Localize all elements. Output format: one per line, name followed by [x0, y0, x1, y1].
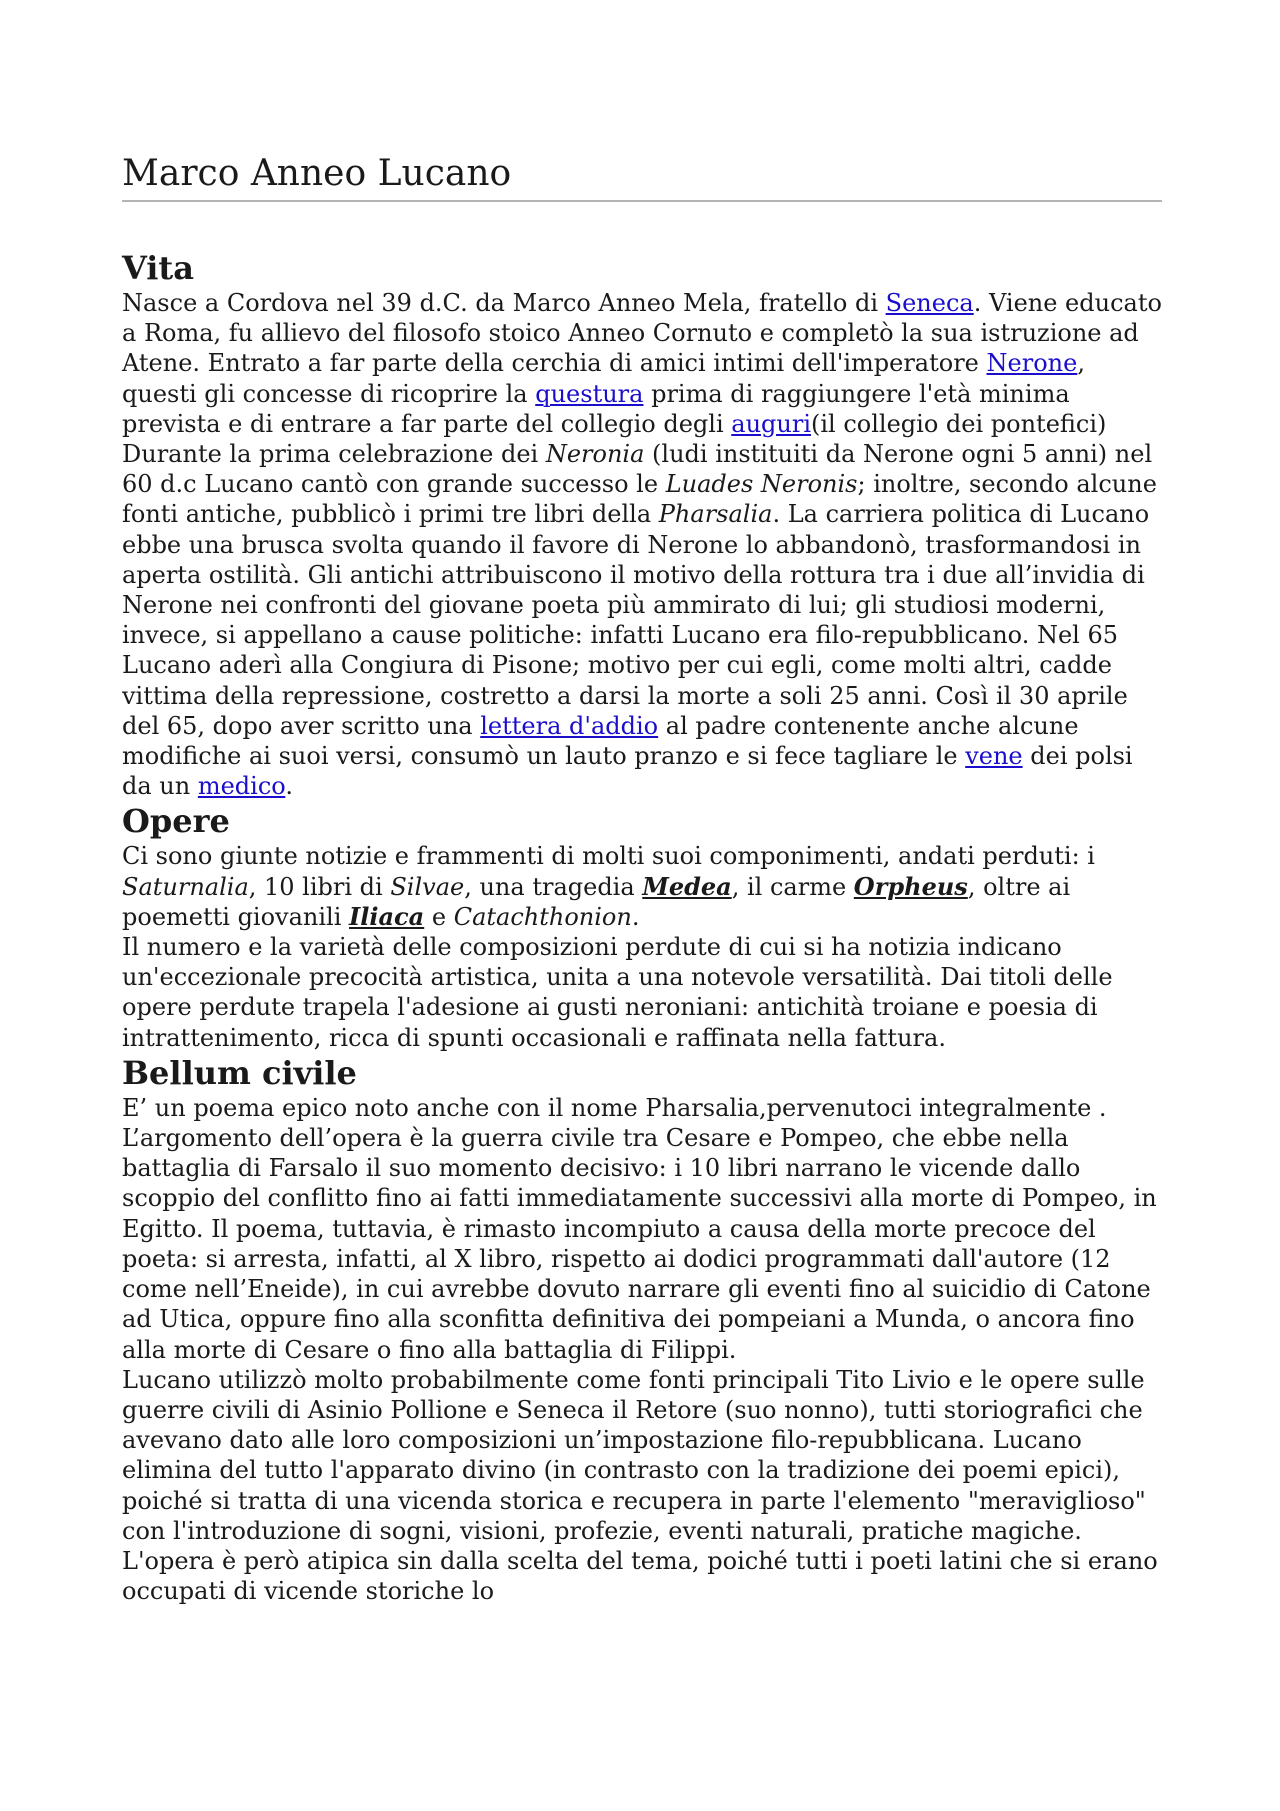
text-run: prima di raggiungere l'età minima prevista e di entrare a far parte del collegio degli: [122, 379, 1070, 438]
text-run: , 10 libri di: [248, 872, 391, 901]
text-run: . Viene educato a Roma, fu allievo del filosofo stoico Anneo Cornuto e completò la sua istruzione ad Atene. Entrato a far parte della cerchia di amici intimi dell'imperatore: [122, 289, 1162, 378]
link-lettera-addio[interactable]: lettera d'addio: [480, 711, 659, 740]
title-orpheus: Orpheus: [853, 871, 968, 901]
text-run: Il numero e la varietà delle composizioni perdute di cui si ha notizia indicano un'eccezionale precocità artistica, unita a una notevole versatilità. Dai titoli delle opere perdute trapela l'adesione ai gusti neroniani: antichità troiane e poesia di intrattenimento, ricca di spunti occasionali e raffinata nella fattura.: [122, 933, 1113, 1052]
text-run: dei polsi da un: [122, 742, 1133, 801]
text-run: . La carriera politica di Lucano ebbe una brusca svolta quando il favore di Nerone lo abbandonò, trasformandosi in aperta ostilità. Gli antichi attribuiscono il motivo della rottura tra i due all’invidia di Nerone nei confronti del giovane poeta più ammirato di lui; gli studiosi moderni, invece, si appellano a cause politiche: infatti Lucano era filo-repubblicano. Nel 65 Lucano aderì alla Congiura di Pisone; motivo per cui egli, come molti altri, cadde vittima della repressione, costretto a darsi la morte a soli 25 anni. Così il 30 aprile del 65, dopo aver scritto una: [122, 500, 1150, 740]
section-heading-vita: Vita: [122, 249, 194, 287]
page-title: Marco Anneo Lucano: [122, 150, 1162, 202]
text-run: al padre contenente anche alcune modifiche ai suoi versi, consumò un lauto pranzo e si fece tagliare le: [122, 711, 1079, 771]
vita-paragraph: [122, 288, 1162, 801]
link-questura[interactable]: questura: [535, 379, 644, 408]
text-run: , oltre ai poemetti giovanili: [122, 872, 1071, 931]
document-page: [122, 150, 1162, 1606]
text-run: ; inoltre, secondo alcune fonti antiche, pubblicò i primi tre libri della: [122, 470, 1157, 529]
text-run: , il carme: [731, 872, 854, 901]
link-auguri[interactable]: auguri: [731, 409, 811, 438]
text-run: e: [424, 902, 454, 931]
text-run: (il collegio dei pontefici) Durante la prima celebrazione dei: [122, 409, 1107, 469]
bellum-paragraph-2: Lucano utilizzò molto probabilmente come fonti principali Tito Livio e le opere sulle guerre civili di Asinio Pollione e Seneca il Retore (suo nonno), tutti storiografici che avevano dato alle loro composizioni un’impostazione filo-repubblicana. Lucano elimina del tutto l'apparato divino (in contrasto con la tradizione dei poemi epici), poiché si tratta di una vicenda storica e recupera in parte l'elemento "meraviglioso" con l'introduzione di sogni, visioni, profezie, eventi naturali, pratiche magiche. L'opera è però atipica sin dalla scelta del tema, poiché tutti i poeti latini che si erano occupati di vicende storiche lo: [122, 1365, 1158, 1606]
title-medea: Medea: [642, 871, 732, 901]
text-run: Nasce a Cordova nel 39 d.C. da Marco Anneo Mela, fratello di: [122, 289, 886, 317]
text-run: Ci sono giunte notizie e frammenti di molti suoi componimenti, andati perduti: i: [122, 842, 1095, 871]
text-run: .: [631, 902, 640, 931]
text-run: (ludi instituiti da Nerone ogni 5 anni) nel 60 d.c Lucano cantò con grande successo le: [122, 440, 1153, 499]
italic-silvae: Silvae: [390, 872, 465, 901]
section-heading-opere: Opere: [122, 802, 230, 841]
opere-paragraph: [122, 841, 1162, 1052]
link-vene[interactable]: vene: [965, 742, 1023, 771]
italic-neronia: Neronia: [545, 440, 645, 469]
text-run: , questi gli concesse di ricoprire la: [122, 349, 1085, 408]
italic-luades-neronis: Luades Neronis: [665, 470, 858, 499]
italic-pharsalia: Pharsalia: [658, 500, 773, 529]
title-iliaca: Iliaca: [349, 901, 425, 931]
italic-saturnalia: Saturnalia: [122, 872, 249, 901]
bellum-paragraph-1: E’ un poema epico noto anche con il nome Pharsalia,pervenutoci integralmente . L’argomento dell’opera è la guerra civile tra Cesare e Pompeo, che ebbe nella battaglia di Farsalo il suo momento decisivo: i 10 libri narrano le vicende dallo scoppio del conflitto fino ai fatti immediatamente successivi alla morte di Pompeo, in Egitto. Il poema, tuttavia, è rimasto incompiuto a causa della morte precoce del poeta: si arresta, infatti, al X libro, rispetto ai dodici programmati dall'autore (12 come nell’Eneide), in cui avrebbe dovuto narrare gli eventi fino al suicidio di Catone ad Utica, oppure fino alla sconfitta definitiva dei pompeiani a Munda, o ancora fino alla morte di Cesare o fino alla battaglia di Filippi.: [122, 1093, 1157, 1364]
link-nerone[interactable]: Nerone: [986, 349, 1078, 378]
text-run: , una tragedia: [464, 872, 643, 901]
text-run: .: [285, 772, 293, 801]
link-seneca[interactable]: Seneca: [885, 289, 974, 317]
italic-catachthonion: Catachthonion: [453, 902, 632, 931]
link-medico[interactable]: medico: [197, 772, 286, 801]
section-heading-bellum-civile: Bellum civile: [122, 1053, 357, 1092]
